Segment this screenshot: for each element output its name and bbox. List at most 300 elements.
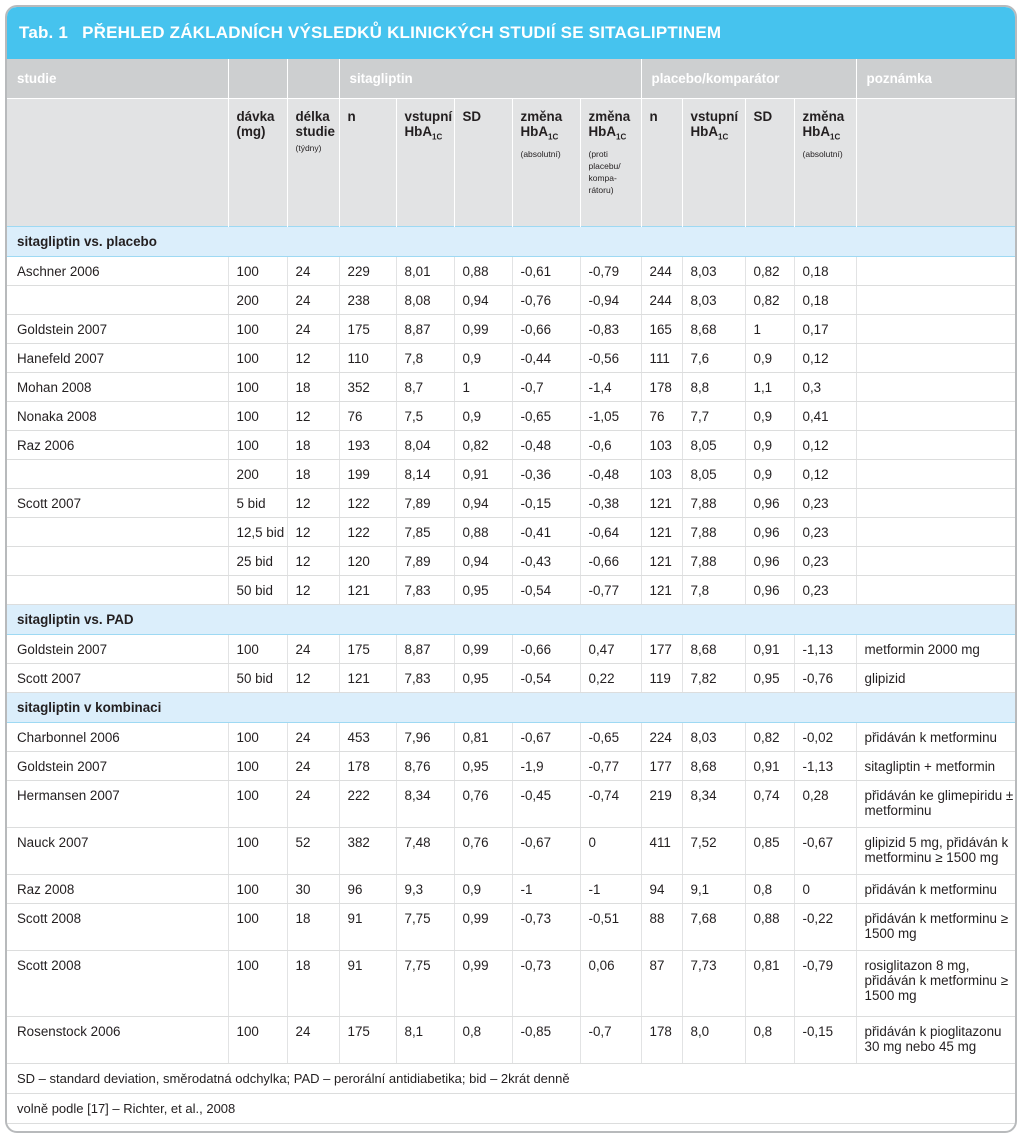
cell-poznamka — [856, 286, 1015, 315]
cell-sd: 0,94 — [454, 286, 512, 315]
header-p-n: n — [641, 99, 682, 227]
cell-p-n: 177 — [641, 635, 682, 664]
table-row — [7, 257, 1015, 286]
cell-p-zmena: 0,18 — [794, 257, 856, 286]
cell-delka: 12 — [287, 402, 339, 431]
cell-poznamka: sitagliptin + metformin — [856, 752, 1015, 781]
cell-poznamka: rosiglitazon 8 mg, přidáván k metforminu ≥ 1500 mg — [856, 951, 1015, 1017]
cell-zmena-proti: -1,05 — [580, 402, 641, 431]
cell-p-zmena: -0,79 — [794, 951, 856, 1017]
cell-p-vstupni: 8,05 — [682, 460, 745, 489]
cell-p-vstupni: 8,8 — [682, 373, 745, 402]
cell-p-n: 177 — [641, 752, 682, 781]
cell-delka: 12 — [287, 664, 339, 693]
cell-zmena-abs: -0,76 — [512, 286, 580, 315]
cell-zmena-abs: -0,73 — [512, 951, 580, 1017]
cell-vstupni: 7,85 — [396, 518, 454, 547]
cell-delka: 30 — [287, 875, 339, 904]
cell-vstupni: 9,3 — [396, 875, 454, 904]
cell-delka: 12 — [287, 489, 339, 518]
cell-p-n: 178 — [641, 373, 682, 402]
cell-studie: Goldstein 2007 — [7, 315, 228, 344]
table-row — [7, 904, 1015, 951]
cell-p-zmena: 0,23 — [794, 576, 856, 605]
cell-studie: Hermansen 2007 — [7, 781, 228, 828]
cell-studie: Goldstein 2007 — [7, 635, 228, 664]
table-row — [7, 315, 1015, 344]
cell-studie: Rosenstock 2006 — [7, 1017, 228, 1064]
cell-zmena-abs: -0,66 — [512, 635, 580, 664]
cell-p-zmena: 0,3 — [794, 373, 856, 402]
cell-p-sd: 0,96 — [745, 576, 794, 605]
cell-p-n: 121 — [641, 489, 682, 518]
section-kombinace — [7, 693, 1015, 723]
cell-p-vstupni: 8,68 — [682, 752, 745, 781]
cell-p-vstupni: 8,03 — [682, 723, 745, 752]
cell-p-sd: 0,81 — [745, 951, 794, 1017]
cell-p-sd: 0,96 — [745, 518, 794, 547]
cell-delka: 12 — [287, 344, 339, 373]
cell-zmena-proti: -0,77 — [580, 752, 641, 781]
cell-p-vstupni: 7,68 — [682, 904, 745, 951]
table-row — [7, 1017, 1015, 1064]
cell-davka: 100 — [228, 257, 287, 286]
section-placebo — [7, 227, 1015, 257]
cell-zmena-abs: -0,15 — [512, 489, 580, 518]
table-row — [7, 344, 1015, 373]
cell-p-n: 121 — [641, 547, 682, 576]
cell-sd: 0,81 — [454, 723, 512, 752]
cell-p-sd: 0,82 — [745, 257, 794, 286]
cell-p-zmena: 0,23 — [794, 547, 856, 576]
cell-p-n: 88 — [641, 904, 682, 951]
cell-studie — [7, 576, 228, 605]
header-row-groups — [7, 59, 1015, 99]
cell-zmena-abs: -0,7 — [512, 373, 580, 402]
table-title-bar — [7, 7, 1015, 59]
cell-p-zmena: -1,13 — [794, 752, 856, 781]
cell-poznamka — [856, 460, 1015, 489]
cell-delka: 18 — [287, 373, 339, 402]
cell-p-sd: 0,91 — [745, 635, 794, 664]
cell-vstupni: 7,75 — [396, 951, 454, 1017]
cell-zmena-proti: -0,64 — [580, 518, 641, 547]
cell-zmena-proti: 0,22 — [580, 664, 641, 693]
table-row — [7, 723, 1015, 752]
cell-davka: 100 — [228, 752, 287, 781]
cell-p-zmena: 0,17 — [794, 315, 856, 344]
cell-p-zmena: 0,12 — [794, 431, 856, 460]
header-p-zmena-abs: změna HbA$_{1C}$ (absolutní) — [794, 99, 856, 227]
cell-davka: 100 — [228, 781, 287, 828]
cell-vstupni: 8,76 — [396, 752, 454, 781]
footnote-row — [7, 1094, 1015, 1124]
cell-n: 229 — [339, 257, 396, 286]
cell-sd: 0,8 — [454, 1017, 512, 1064]
cell-vstupni: 8,87 — [396, 315, 454, 344]
cell-p-zmena: 0,41 — [794, 402, 856, 431]
cell-davka: 50 bid — [228, 664, 287, 693]
cell-zmena-abs: -0,41 — [512, 518, 580, 547]
cell-n: 199 — [339, 460, 396, 489]
cell-zmena-proti: -0,48 — [580, 460, 641, 489]
cell-p-sd: 0,91 — [745, 752, 794, 781]
header-placebo: placebo/komparátor — [641, 59, 856, 99]
cell-studie: Raz 2008 — [7, 875, 228, 904]
cell-p-sd: 0,9 — [745, 460, 794, 489]
header-sd: SD — [454, 99, 512, 227]
cell-sd: 0,99 — [454, 904, 512, 951]
cell-p-n: 178 — [641, 1017, 682, 1064]
cell-p-n: 121 — [641, 576, 682, 605]
header-p-vstupni-hba: vstupní HbA$_{1C}$ — [682, 99, 745, 227]
cell-zmena-abs: -0,61 — [512, 257, 580, 286]
cell-zmena-abs: -0,73 — [512, 904, 580, 951]
results-table — [7, 59, 1015, 1124]
cell-studie — [7, 547, 228, 576]
cell-poznamka — [856, 257, 1015, 286]
cell-davka: 100 — [228, 875, 287, 904]
cell-zmena-proti: -0,74 — [580, 781, 641, 828]
footnote-row — [7, 1064, 1015, 1094]
cell-studie: Hanefeld 2007 — [7, 344, 228, 373]
cell-p-n: 244 — [641, 286, 682, 315]
cell-zmena-abs: -0,54 — [512, 576, 580, 605]
cell-zmena-abs: -0,85 — [512, 1017, 580, 1064]
table-row — [7, 781, 1015, 828]
cell-n: 76 — [339, 402, 396, 431]
cell-p-n: 103 — [641, 460, 682, 489]
cell-p-zmena: -0,22 — [794, 904, 856, 951]
cell-poznamka — [856, 431, 1015, 460]
cell-delka: 24 — [287, 257, 339, 286]
section-label: sitagliptin vs. placebo — [7, 227, 1015, 257]
cell-p-zmena: -1,13 — [794, 635, 856, 664]
cell-poznamka — [856, 315, 1015, 344]
header-poznamka: poznámka — [856, 59, 1015, 99]
cell-delka: 18 — [287, 904, 339, 951]
cell-davka: 50 bid — [228, 576, 287, 605]
cell-sd: 0,76 — [454, 828, 512, 875]
header-poznamka-sub — [856, 99, 1015, 227]
cell-studie: Goldstein 2007 — [7, 752, 228, 781]
table-frame — [5, 5, 1017, 1133]
cell-sd: 0,9 — [454, 402, 512, 431]
cell-p-vstupni: 7,7 — [682, 402, 745, 431]
cell-n: 222 — [339, 781, 396, 828]
cell-p-vstupni: 8,68 — [682, 315, 745, 344]
cell-sd: 0,94 — [454, 489, 512, 518]
cell-studie: Scott 2008 — [7, 904, 228, 951]
cell-davka: 100 — [228, 828, 287, 875]
cell-davka: 100 — [228, 344, 287, 373]
section-pad — [7, 605, 1015, 635]
cell-p-vstupni: 7,82 — [682, 664, 745, 693]
cell-p-vstupni: 7,6 — [682, 344, 745, 373]
cell-p-zmena: -0,15 — [794, 1017, 856, 1064]
cell-sd: 0,9 — [454, 344, 512, 373]
cell-sd: 0,99 — [454, 635, 512, 664]
cell-p-vstupni: 7,88 — [682, 547, 745, 576]
table-row — [7, 460, 1015, 489]
header-empty-1 — [228, 59, 287, 99]
cell-poznamka — [856, 518, 1015, 547]
section-label: sitagliptin v kombinaci — [7, 693, 1015, 723]
cell-delka: 52 — [287, 828, 339, 875]
cell-zmena-abs: -1 — [512, 875, 580, 904]
cell-zmena-abs: -0,66 — [512, 315, 580, 344]
cell-zmena-proti: -0,38 — [580, 489, 641, 518]
cell-p-sd: 1 — [745, 315, 794, 344]
cell-p-vstupni: 7,73 — [682, 951, 745, 1017]
cell-p-vstupni: 7,8 — [682, 576, 745, 605]
cell-sd: 0,76 — [454, 781, 512, 828]
cell-davka: 100 — [228, 951, 287, 1017]
cell-davka: 25 bid — [228, 547, 287, 576]
cell-p-vstupni: 8,05 — [682, 431, 745, 460]
cell-sd: 0,94 — [454, 547, 512, 576]
cell-zmena-proti: -1 — [580, 875, 641, 904]
header-studie: studie — [7, 59, 228, 99]
cell-delka: 18 — [287, 951, 339, 1017]
cell-p-n: 219 — [641, 781, 682, 828]
cell-studie: Mohan 2008 — [7, 373, 228, 402]
table-row — [7, 286, 1015, 315]
cell-delka: 24 — [287, 1017, 339, 1064]
cell-p-vstupni: 8,03 — [682, 286, 745, 315]
cell-zmena-proti: -0,77 — [580, 576, 641, 605]
cell-p-sd: 0,9 — [745, 402, 794, 431]
cell-vstupni: 7,5 — [396, 402, 454, 431]
cell-vstupni: 7,48 — [396, 828, 454, 875]
cell-vstupni: 7,96 — [396, 723, 454, 752]
cell-p-zmena: 0,28 — [794, 781, 856, 828]
table-number: Tab. 1 — [19, 23, 69, 42]
cell-delka: 24 — [287, 635, 339, 664]
cell-p-n: 119 — [641, 664, 682, 693]
cell-studie — [7, 518, 228, 547]
cell-p-sd: 0,74 — [745, 781, 794, 828]
header-p-sd: SD — [745, 99, 794, 227]
cell-zmena-abs: -0,43 — [512, 547, 580, 576]
cell-vstupni: 7,75 — [396, 904, 454, 951]
cell-studie — [7, 460, 228, 489]
cell-davka: 100 — [228, 315, 287, 344]
cell-zmena-proti: -0,83 — [580, 315, 641, 344]
cell-studie: Charbonnel 2006 — [7, 723, 228, 752]
cell-p-sd: 0,96 — [745, 489, 794, 518]
cell-sd: 0,9 — [454, 875, 512, 904]
cell-davka: 100 — [228, 723, 287, 752]
cell-n: 110 — [339, 344, 396, 373]
cell-zmena-abs: -0,36 — [512, 460, 580, 489]
cell-p-n: 244 — [641, 257, 682, 286]
table-row — [7, 489, 1015, 518]
cell-poznamka: přidáván k pioglitazonu 30 mg nebo 45 mg — [856, 1017, 1015, 1064]
cell-delka: 24 — [287, 286, 339, 315]
cell-zmena-abs: -0,67 — [512, 828, 580, 875]
cell-p-sd: 0,82 — [745, 723, 794, 752]
cell-zmena-abs: -0,65 — [512, 402, 580, 431]
table-title: PŘEHLED ZÁKLADNÍCH VÝSLEDKŮ KLINICKÝCH STUDIÍ SE SITAGLIPTINEM — [82, 23, 722, 42]
cell-zmena-proti: -0,66 — [580, 547, 641, 576]
cell-n: 175 — [339, 315, 396, 344]
table-row — [7, 875, 1015, 904]
header-vstupni-hba: vstupní HbA$_{1C}$ — [396, 99, 454, 227]
cell-delka: 18 — [287, 460, 339, 489]
cell-zmena-abs: -1,9 — [512, 752, 580, 781]
cell-vstupni: 8,04 — [396, 431, 454, 460]
cell-p-vstupni: 7,52 — [682, 828, 745, 875]
cell-delka: 18 — [287, 431, 339, 460]
cell-p-zmena: 0,12 — [794, 344, 856, 373]
cell-poznamka — [856, 547, 1015, 576]
cell-p-n: 87 — [641, 951, 682, 1017]
cell-zmena-proti: 0,47 — [580, 635, 641, 664]
cell-studie: Nauck 2007 — [7, 828, 228, 875]
header-davka: dávka (mg) — [228, 99, 287, 227]
cell-vstupni: 8,34 — [396, 781, 454, 828]
cell-sd: 0,95 — [454, 752, 512, 781]
cell-sd: 0,95 — [454, 664, 512, 693]
cell-p-vstupni: 8,34 — [682, 781, 745, 828]
cell-vstupni: 8,01 — [396, 257, 454, 286]
cell-poznamka — [856, 576, 1015, 605]
cell-sd: 0,91 — [454, 460, 512, 489]
cell-p-sd: 0,88 — [745, 904, 794, 951]
cell-p-vstupni: 8,68 — [682, 635, 745, 664]
cell-p-sd: 0,82 — [745, 286, 794, 315]
table-row — [7, 664, 1015, 693]
cell-vstupni: 8,87 — [396, 635, 454, 664]
cell-vstupni: 8,7 — [396, 373, 454, 402]
cell-n: 352 — [339, 373, 396, 402]
cell-p-n: 76 — [641, 402, 682, 431]
cell-poznamka: glipizid — [856, 664, 1015, 693]
cell-p-zmena: 0,23 — [794, 518, 856, 547]
table-row — [7, 373, 1015, 402]
cell-zmena-proti: -0,94 — [580, 286, 641, 315]
cell-davka: 5 bid — [228, 489, 287, 518]
cell-davka: 100 — [228, 373, 287, 402]
header-delka: délka studie (týdny) — [287, 99, 339, 227]
cell-davka: 12,5 bid — [228, 518, 287, 547]
cell-p-vstupni: 8,03 — [682, 257, 745, 286]
cell-davka: 100 — [228, 635, 287, 664]
cell-vstupni: 8,14 — [396, 460, 454, 489]
cell-sd: 0,88 — [454, 257, 512, 286]
cell-zmena-proti: -1,4 — [580, 373, 641, 402]
footnote-abbreviations: SD – standard deviation, směrodatná odchylka; PAD – perorální antidiabetika; bid – 2krát denně — [7, 1064, 1015, 1094]
cell-p-sd: 1,1 — [745, 373, 794, 402]
cell-studie: Nonaka 2008 — [7, 402, 228, 431]
cell-zmena-abs: -0,67 — [512, 723, 580, 752]
cell-zmena-proti: -0,79 — [580, 257, 641, 286]
cell-p-sd: 0,8 — [745, 1017, 794, 1064]
cell-p-zmena: -0,76 — [794, 664, 856, 693]
cell-poznamka — [856, 489, 1015, 518]
cell-n: 120 — [339, 547, 396, 576]
cell-delka: 24 — [287, 752, 339, 781]
cell-poznamka — [856, 402, 1015, 431]
cell-zmena-proti: -0,6 — [580, 431, 641, 460]
cell-p-sd: 0,9 — [745, 344, 794, 373]
cell-poznamka — [856, 344, 1015, 373]
cell-delka: 24 — [287, 315, 339, 344]
table-row — [7, 518, 1015, 547]
cell-vstupni: 7,83 — [396, 664, 454, 693]
cell-p-zmena: -0,67 — [794, 828, 856, 875]
cell-p-n: 111 — [641, 344, 682, 373]
table-row — [7, 635, 1015, 664]
cell-delka: 12 — [287, 547, 339, 576]
cell-zmena-proti: -0,7 — [580, 1017, 641, 1064]
cell-delka: 12 — [287, 518, 339, 547]
cell-n: 382 — [339, 828, 396, 875]
cell-p-n: 121 — [641, 518, 682, 547]
header-studie-sub — [7, 99, 228, 227]
cell-zmena-abs: -0,45 — [512, 781, 580, 828]
cell-sd: 0,99 — [454, 315, 512, 344]
cell-p-sd: 0,9 — [745, 431, 794, 460]
cell-p-vstupni: 9,1 — [682, 875, 745, 904]
cell-p-zmena: 0,18 — [794, 286, 856, 315]
cell-n: 122 — [339, 518, 396, 547]
cell-n: 175 — [339, 635, 396, 664]
cell-delka: 12 — [287, 576, 339, 605]
cell-n: 121 — [339, 664, 396, 693]
cell-vstupni: 7,83 — [396, 576, 454, 605]
header-zmena-abs: změna HbA$_{1C}$ (absolutní) — [512, 99, 580, 227]
cell-p-sd: 0,8 — [745, 875, 794, 904]
cell-p-zmena: 0,23 — [794, 489, 856, 518]
cell-davka: 200 — [228, 286, 287, 315]
cell-zmena-proti: -0,51 — [580, 904, 641, 951]
cell-p-vstupni: 7,88 — [682, 489, 745, 518]
cell-studie: Scott 2008 — [7, 951, 228, 1017]
table-row — [7, 431, 1015, 460]
cell-p-zmena: 0 — [794, 875, 856, 904]
cell-p-sd: 0,95 — [745, 664, 794, 693]
cell-n: 175 — [339, 1017, 396, 1064]
cell-studie: Scott 2007 — [7, 489, 228, 518]
cell-delka: 24 — [287, 723, 339, 752]
cell-sd: 0,88 — [454, 518, 512, 547]
cell-n: 193 — [339, 431, 396, 460]
cell-n: 91 — [339, 951, 396, 1017]
cell-studie: Scott 2007 — [7, 664, 228, 693]
cell-sd: 1 — [454, 373, 512, 402]
cell-delka: 24 — [287, 781, 339, 828]
cell-n: 122 — [339, 489, 396, 518]
cell-n: 96 — [339, 875, 396, 904]
cell-davka: 200 — [228, 460, 287, 489]
cell-poznamka: glipizid 5 mg, přidáván k metforminu ≥ 1500 mg — [856, 828, 1015, 875]
cell-poznamka: přidáván k metforminu ≥ 1500 mg — [856, 904, 1015, 951]
cell-poznamka: přidáván k metforminu — [856, 723, 1015, 752]
cell-n: 121 — [339, 576, 396, 605]
header-sitagliptin: sitagliptin — [339, 59, 641, 99]
cell-zmena-proti: -0,65 — [580, 723, 641, 752]
cell-davka: 100 — [228, 431, 287, 460]
cell-zmena-proti: -0,56 — [580, 344, 641, 373]
cell-zmena-abs: -0,48 — [512, 431, 580, 460]
cell-zmena-abs: -0,44 — [512, 344, 580, 373]
cell-p-vstupni: 7,88 — [682, 518, 745, 547]
cell-vstupni: 7,8 — [396, 344, 454, 373]
header-n: n — [339, 99, 396, 227]
cell-vstupni: 8,1 — [396, 1017, 454, 1064]
